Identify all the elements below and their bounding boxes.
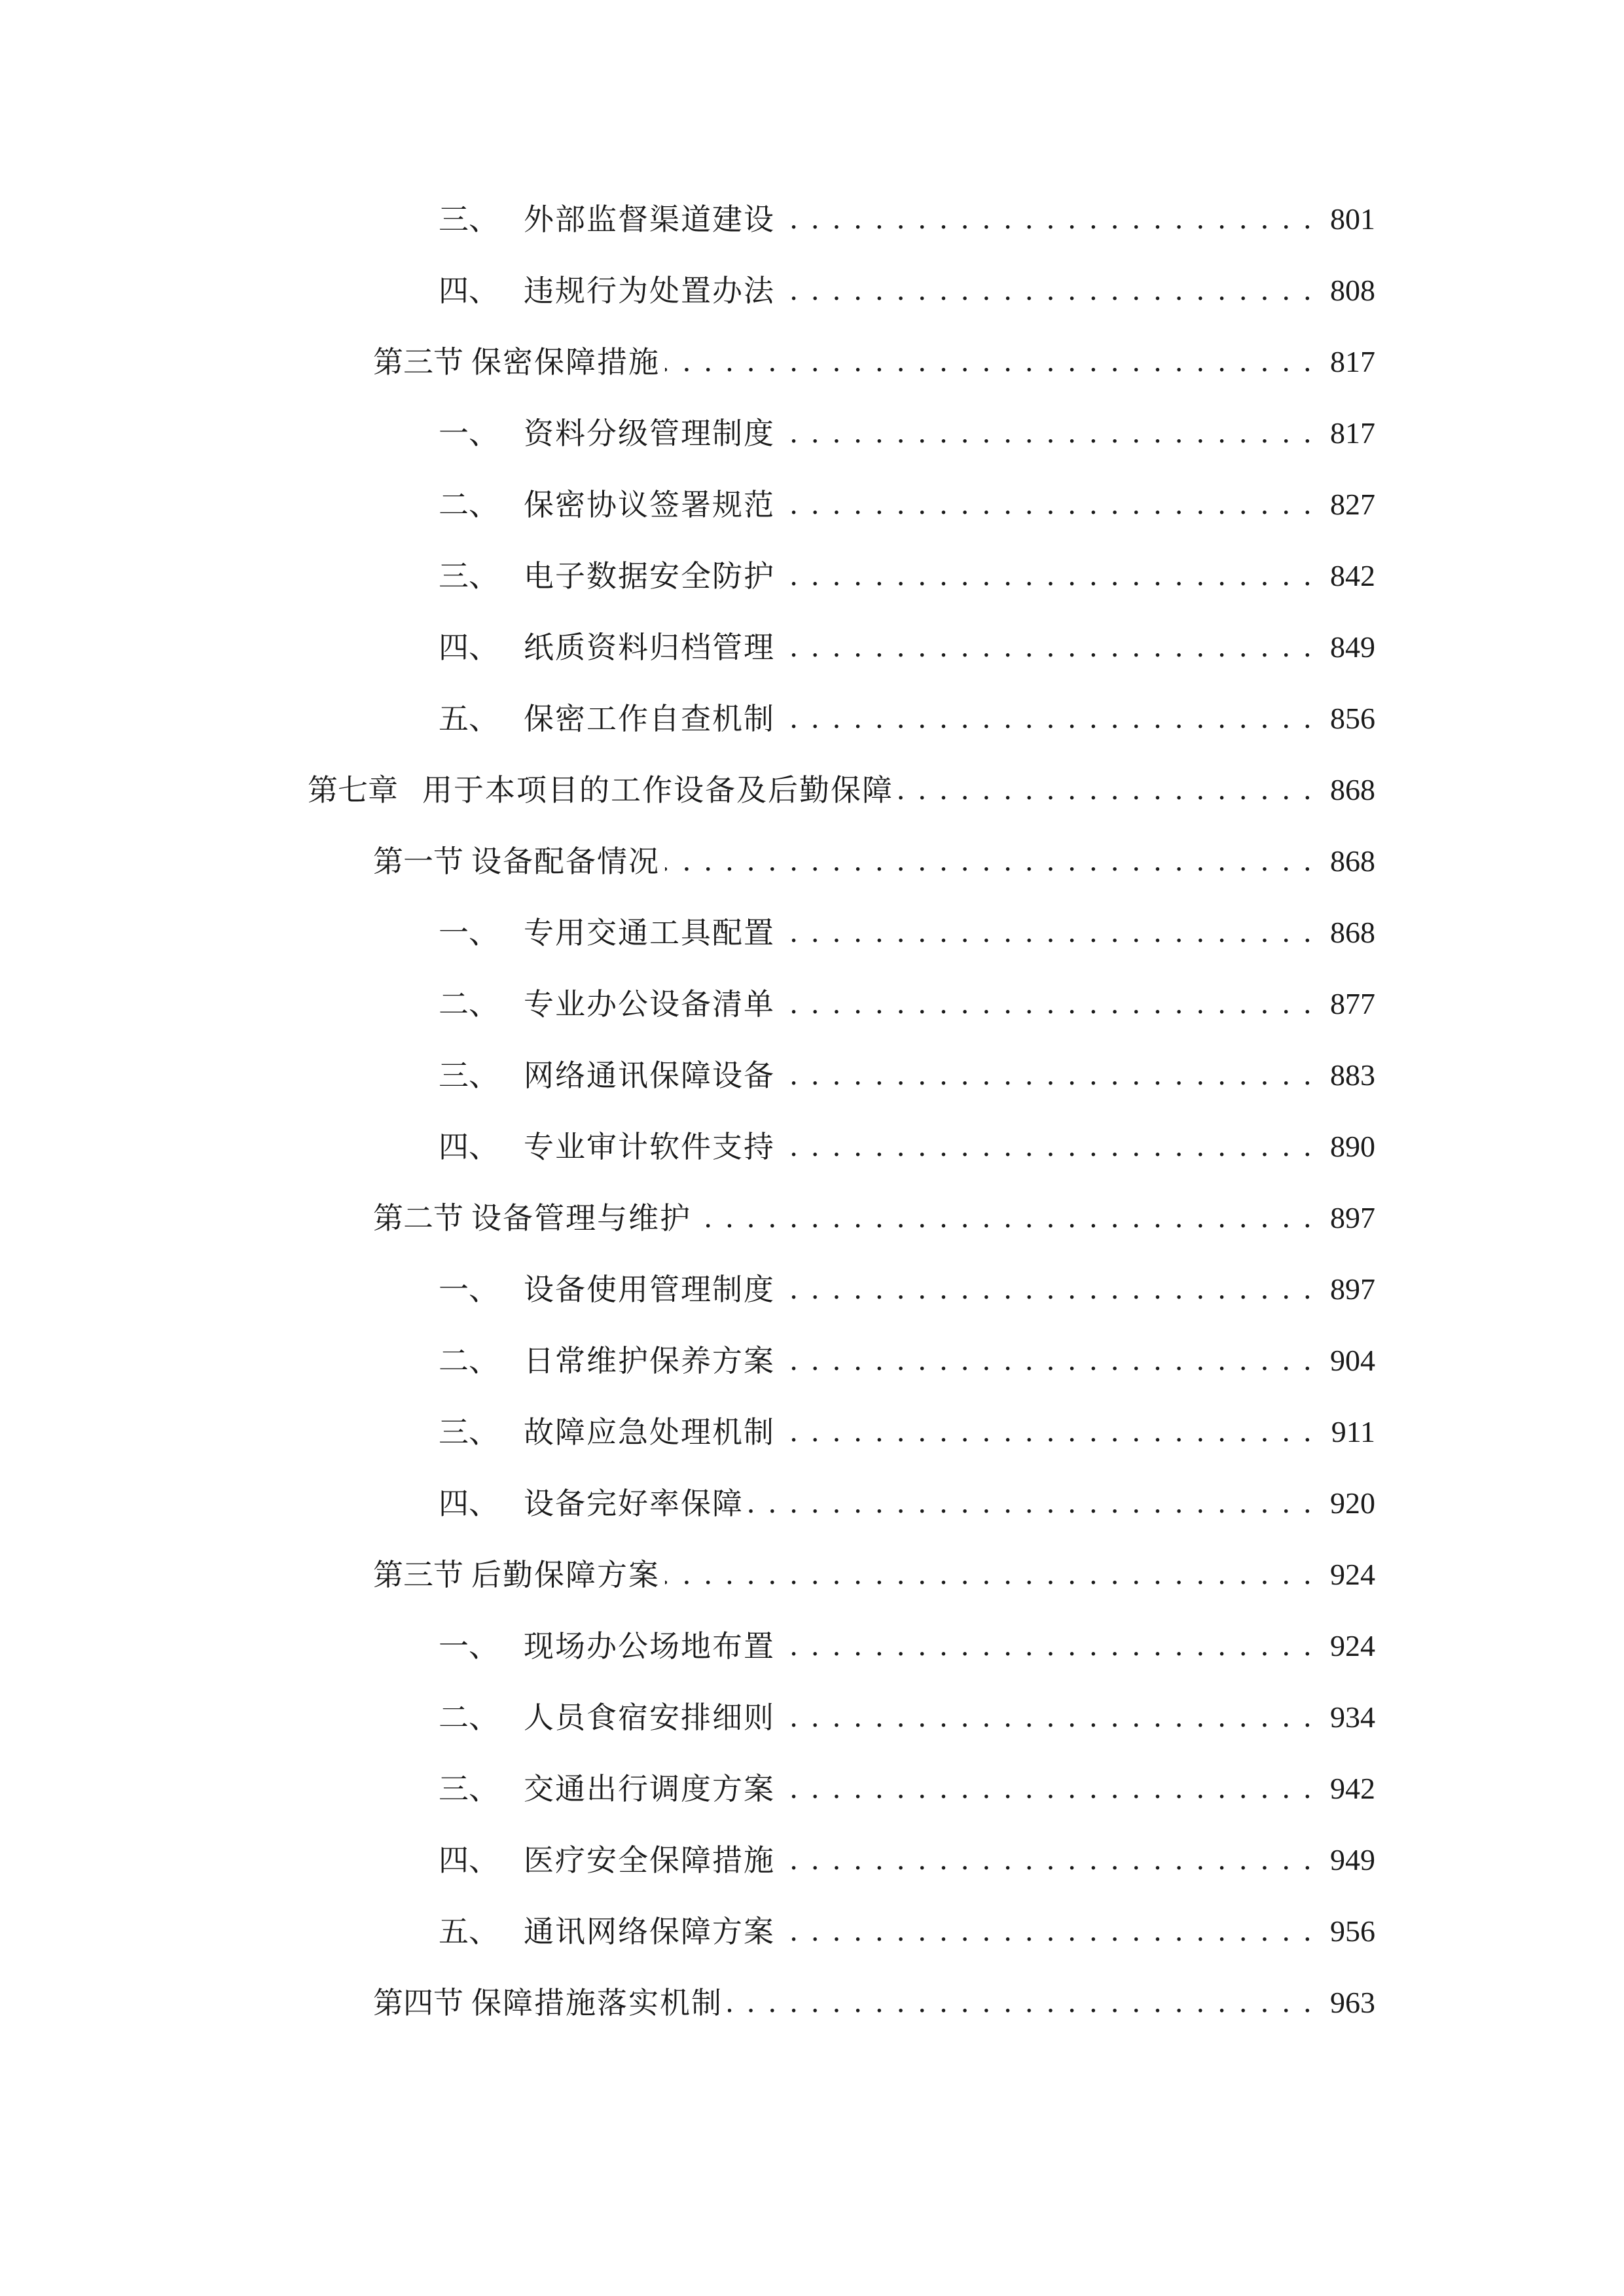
toc-entry-title: 专业办公设备清单 bbox=[524, 986, 775, 1022]
toc-entry-page: 877 bbox=[1330, 987, 1375, 1020]
dot-leader bbox=[899, 764, 1314, 816]
toc-entry-page: 949 bbox=[1330, 1843, 1375, 1876]
dot-leader bbox=[780, 906, 1314, 959]
toc-entry[interactable] bbox=[439, 1834, 1375, 1886]
toc-entry-number: 五、 bbox=[439, 701, 499, 736]
toc-entry-title: 网络通讯保障设备 bbox=[524, 1058, 775, 1093]
toc-entry[interactable] bbox=[373, 835, 1375, 888]
dot-leader bbox=[780, 550, 1314, 602]
toc-entry-number: 二、 bbox=[439, 1700, 499, 1735]
toc-entry-title: 通讯网络保障方案 bbox=[524, 1914, 775, 1949]
toc-entry-page: 868 bbox=[1330, 844, 1375, 878]
toc-entry-number: 第七章 bbox=[308, 772, 398, 808]
dot-leader bbox=[780, 1263, 1314, 1316]
toc-entry-title: 设备管理与维护 bbox=[471, 1200, 691, 1236]
toc-entry-title: 用于本项目的工作设备及后勤保障 bbox=[422, 772, 893, 808]
toc-entry-number: 第四节 bbox=[373, 1985, 463, 2020]
toc-entry[interactable] bbox=[439, 193, 1375, 245]
toc-entry-page: 856 bbox=[1330, 702, 1375, 735]
dot-leader bbox=[780, 1335, 1314, 1387]
dot-leader bbox=[780, 1834, 1314, 1886]
toc-entry-number: 二、 bbox=[439, 986, 499, 1022]
toc-entry-page: 827 bbox=[1330, 488, 1375, 521]
toc-entry[interactable] bbox=[439, 407, 1375, 459]
toc-entry-number: 三、 bbox=[439, 1058, 499, 1093]
toc-entry-number: 二、 bbox=[439, 487, 499, 522]
dot-leader bbox=[780, 1763, 1314, 1815]
toc-entry-title: 资料分级管理制度 bbox=[524, 416, 775, 451]
toc-entry-title: 医疗安全保障措施 bbox=[524, 1842, 775, 1878]
dot-leader bbox=[696, 1192, 1314, 1244]
toc-entry[interactable] bbox=[439, 478, 1375, 531]
toc-entry-title: 日常维护保养方案 bbox=[524, 1343, 775, 1378]
toc-entry-title: 设备使用管理制度 bbox=[524, 1272, 775, 1307]
toc-entry[interactable] bbox=[439, 550, 1375, 602]
toc-entry[interactable] bbox=[439, 1691, 1375, 1744]
toc-entry-title: 后勤保障方案 bbox=[471, 1557, 660, 1592]
dot-leader bbox=[780, 1691, 1314, 1744]
toc-entry-number: 三、 bbox=[439, 1414, 499, 1450]
toc-entry[interactable] bbox=[439, 1477, 1375, 1530]
toc-entry[interactable] bbox=[439, 1049, 1375, 1102]
toc-entry-title: 纸质资料归档管理 bbox=[524, 630, 775, 665]
toc-entry-number: 三、 bbox=[439, 1771, 499, 1806]
toc-entry-page: 920 bbox=[1330, 1486, 1375, 1520]
toc-entry-title: 人员食宿安排细则 bbox=[524, 1700, 775, 1735]
toc-entry-title: 交通出行调度方案 bbox=[524, 1771, 775, 1806]
toc-entry[interactable] bbox=[439, 621, 1375, 673]
toc-entry-page: 897 bbox=[1330, 1272, 1375, 1306]
toc-entry-page: 817 bbox=[1330, 345, 1375, 378]
toc-entry-title: 故障应急处理机制 bbox=[524, 1414, 775, 1450]
toc-entry-page: 934 bbox=[1330, 1700, 1375, 1734]
toc-entry-page: 890 bbox=[1330, 1130, 1375, 1163]
toc-entry-page: 801 bbox=[1330, 202, 1375, 236]
toc-entry-title: 保障措施落实机制 bbox=[471, 1985, 723, 2020]
dot-leader bbox=[780, 1406, 1314, 1458]
toc-entry-page: 924 bbox=[1330, 1629, 1375, 1662]
toc-entry[interactable] bbox=[439, 264, 1375, 317]
toc-entry-number: 四、 bbox=[439, 1486, 499, 1521]
toc-entry-page: 849 bbox=[1330, 630, 1375, 664]
toc-entry-number: 四、 bbox=[439, 273, 499, 308]
toc-entry-number: 第三节 bbox=[373, 1557, 463, 1592]
dot-leader bbox=[780, 478, 1314, 531]
toc-entry-number: 第三节 bbox=[373, 344, 463, 380]
toc-entry[interactable] bbox=[439, 1905, 1375, 1958]
toc-entry-number: 四、 bbox=[439, 1129, 499, 1164]
toc-entry[interactable] bbox=[308, 764, 1375, 816]
toc-entry-page: 808 bbox=[1330, 274, 1375, 307]
dot-leader bbox=[749, 1477, 1314, 1530]
dot-leader bbox=[780, 264, 1314, 317]
toc-entry[interactable] bbox=[439, 1121, 1375, 1173]
toc-entry-number: 第二节 bbox=[373, 1200, 463, 1236]
dot-leader bbox=[780, 1620, 1314, 1672]
dot-leader bbox=[665, 336, 1314, 388]
toc-entry-title: 设备配备情况 bbox=[471, 844, 660, 879]
toc-entry[interactable] bbox=[373, 336, 1375, 388]
toc-entry-number: 三、 bbox=[439, 202, 499, 237]
toc-entry-page: 911 bbox=[1331, 1415, 1375, 1448]
dot-leader bbox=[780, 1905, 1314, 1958]
toc-entry-title: 保密保障措施 bbox=[471, 344, 660, 380]
dot-leader bbox=[780, 621, 1314, 673]
toc-entry-title: 保密工作自查机制 bbox=[524, 701, 775, 736]
toc-entry[interactable] bbox=[373, 1977, 1375, 2029]
toc-entry-title: 设备完好率保障 bbox=[524, 1486, 744, 1521]
toc-entry-title: 电子数据安全防护 bbox=[524, 558, 775, 594]
toc-entry-title: 现场办公场地布置 bbox=[524, 1628, 775, 1664]
toc-entry[interactable] bbox=[439, 1763, 1375, 1815]
toc-entry[interactable] bbox=[439, 692, 1375, 745]
dot-leader bbox=[780, 1121, 1314, 1173]
toc-entry-number: 四、 bbox=[439, 630, 499, 665]
toc-entry-page: 868 bbox=[1330, 773, 1375, 806]
toc-entry-page: 924 bbox=[1330, 1558, 1375, 1591]
toc-entry-page: 897 bbox=[1330, 1201, 1375, 1234]
toc-entry[interactable] bbox=[439, 1263, 1375, 1316]
dot-leader bbox=[780, 692, 1314, 745]
toc-entry-number: 一、 bbox=[439, 416, 499, 451]
toc-entry-page: 883 bbox=[1330, 1058, 1375, 1092]
dot-leader bbox=[665, 1549, 1314, 1601]
toc-entry-title: 专用交通工具配置 bbox=[524, 915, 775, 950]
dot-leader bbox=[780, 1049, 1314, 1102]
toc-entry-number: 四、 bbox=[439, 1842, 499, 1878]
toc-entry-title: 保密协议签署规范 bbox=[524, 487, 775, 522]
toc-entry[interactable] bbox=[373, 1549, 1375, 1601]
toc-entry-page: 963 bbox=[1330, 1986, 1375, 2019]
toc-entry-title: 违规行为处置办法 bbox=[524, 273, 775, 308]
toc-entry-number: 一、 bbox=[439, 1272, 499, 1307]
toc-entry-number: 一、 bbox=[439, 1628, 499, 1664]
toc-entry-page: 817 bbox=[1330, 416, 1375, 450]
dot-leader bbox=[780, 978, 1314, 1030]
toc-entry[interactable] bbox=[439, 1335, 1375, 1387]
dot-leader bbox=[665, 835, 1314, 888]
toc-entry-number: 一、 bbox=[439, 915, 499, 950]
toc-entry-page: 956 bbox=[1330, 1914, 1375, 1948]
toc-entry[interactable] bbox=[439, 1620, 1375, 1672]
dot-leader bbox=[780, 193, 1314, 245]
dot-leader bbox=[728, 1977, 1314, 2029]
toc-entry-number: 二、 bbox=[439, 1343, 499, 1378]
toc-entry[interactable] bbox=[439, 978, 1375, 1030]
toc-entry-number: 三、 bbox=[439, 558, 499, 594]
toc-entry[interactable] bbox=[373, 1192, 1375, 1244]
dot-leader bbox=[780, 407, 1314, 459]
toc-entry[interactable] bbox=[439, 1406, 1375, 1458]
toc-entry-number: 五、 bbox=[439, 1914, 499, 1949]
toc-entry-page: 904 bbox=[1330, 1344, 1375, 1377]
toc-entry-page: 942 bbox=[1330, 1772, 1375, 1805]
toc-entry-title: 专业审计软件支持 bbox=[524, 1129, 775, 1164]
toc-entry-title: 外部监督渠道建设 bbox=[524, 202, 775, 237]
toc-entry[interactable] bbox=[439, 906, 1375, 959]
toc-entry-page: 868 bbox=[1330, 916, 1375, 949]
toc-entry-number: 第一节 bbox=[373, 844, 463, 879]
toc-entry-page: 842 bbox=[1330, 559, 1375, 592]
